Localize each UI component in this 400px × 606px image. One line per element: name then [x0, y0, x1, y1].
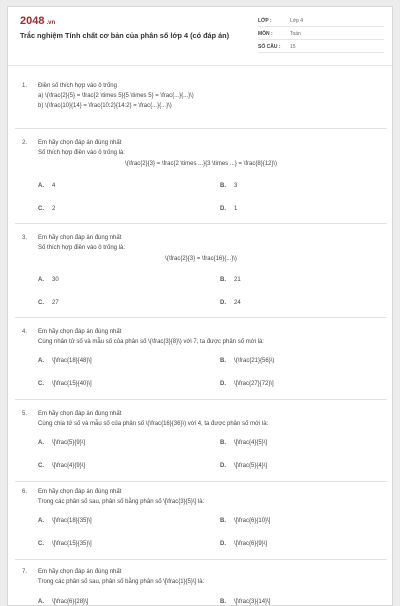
- option-label: A.: [38, 277, 44, 283]
- option-label: A.: [38, 518, 44, 524]
- question-prompt: Em hãy chọn đáp án đúng nhất: [38, 235, 122, 241]
- question-divider: [15, 223, 387, 224]
- option-label: B.: [220, 277, 226, 283]
- option-a[interactable]: [38, 517, 92, 525]
- option-label: C.: [38, 206, 44, 212]
- brand-suffix: .vn: [46, 20, 56, 26]
- option-c[interactable]: [38, 299, 59, 307]
- option-a[interactable]: [38, 598, 88, 606]
- question-formula: \(\frac{2}{3} = \frac{16}{...}\): [165, 256, 237, 262]
- option-text: 3: [234, 183, 238, 189]
- option-text: 4: [52, 183, 56, 189]
- option-text: \[\frac{6}{28}\]: [52, 599, 89, 605]
- option-a[interactable]: [38, 357, 92, 365]
- option-text: 24: [234, 300, 241, 306]
- option-text: \[\frac{3}{14}\]: [234, 599, 271, 605]
- option-label: B.: [220, 518, 226, 524]
- question-sub: Cùng nhân tử số và mẫu số của phân số \(\frac{3}{8}\) với 7, ta được phân số mới là:: [38, 339, 264, 345]
- question-divider: [15, 317, 387, 318]
- option-text: 2: [52, 206, 56, 212]
- option-label: B.: [220, 599, 226, 605]
- option-label: D.: [220, 463, 226, 469]
- question-divider: [15, 481, 387, 482]
- meta-key: LỚP :: [258, 18, 272, 24]
- question-prompt: Em hãy chọn đáp án đúng nhất: [38, 140, 122, 146]
- option-label: A.: [38, 358, 44, 364]
- question-number: 7.: [22, 569, 28, 575]
- option-a[interactable]: [38, 182, 55, 190]
- option-text: 21: [234, 277, 241, 283]
- page-title: Trắc nghiệm Tính chất cơ bản của phân số lớp 4 (có đáp án): [20, 31, 230, 40]
- option-label: C.: [38, 381, 44, 387]
- question-number: 2.: [22, 140, 28, 146]
- option-label: B.: [220, 440, 226, 446]
- option-label: B.: [220, 358, 226, 364]
- question-number: 5.: [22, 411, 28, 417]
- option-d[interactable]: [220, 540, 267, 548]
- meta-key: MÔN :: [258, 31, 273, 37]
- worksheet: [7, 6, 393, 606]
- meta-row-subject: [258, 29, 384, 40]
- question-formula: \(\frac{2}{3} = \frac{2 \times ...}{3 \times ...} = \frac{8}{12}\): [124, 161, 278, 167]
- question-line: b) \(\frac{10}{14} = \frac{10:2}{14:2} = \frac{...}{...}\): [38, 103, 172, 109]
- option-text: \[\frac{5}{4}\]: [234, 463, 268, 469]
- question-prompt: Em hãy chọn đáp án đúng nhất: [38, 411, 122, 417]
- option-d[interactable]: [220, 299, 241, 307]
- option-c[interactable]: [38, 540, 92, 548]
- option-label: D.: [220, 206, 226, 212]
- option-text: 27: [52, 300, 59, 306]
- question-prompt: Em hãy chọn đáp án đúng nhất: [38, 489, 122, 495]
- header: [8, 7, 392, 63]
- option-text: \[\frac{4}{9}\]: [52, 463, 86, 469]
- option-text: \[\frac{18}{48}\]: [52, 358, 92, 364]
- meta-key: SỐ CÂU :: [258, 44, 281, 50]
- meta-value: Lớp 4: [290, 18, 304, 24]
- question-number: 6.: [22, 489, 28, 495]
- option-label: B.: [220, 183, 226, 189]
- question-prompt: Em hãy chọn đáp án đúng nhất: [38, 569, 122, 575]
- option-b[interactable]: [220, 357, 274, 365]
- option-b[interactable]: [220, 439, 267, 447]
- option-c[interactable]: [38, 462, 85, 470]
- question-sub: Trong các phân số sau, phân số bằng phân số \[\frac{3}{5}\] là:: [38, 499, 205, 505]
- option-c[interactable]: [38, 380, 92, 388]
- option-label: A.: [38, 183, 44, 189]
- question-line: a) \(\frac{2}{5} = \frac{2 \times 5}{5 \times 5} = \frac{...}{...}\): [38, 93, 194, 99]
- option-label: D.: [220, 300, 226, 306]
- option-text: \[\frac{6}{9}\]: [234, 541, 268, 547]
- option-d[interactable]: [220, 462, 267, 470]
- question-number: 1.: [22, 83, 28, 89]
- option-label: A.: [38, 599, 44, 605]
- meta-value: 15: [290, 44, 296, 50]
- question-prompt: Điền số thích hợp vào ô trống: [38, 83, 117, 89]
- meta-value: Toán: [290, 31, 301, 37]
- option-text: \[\frac{15}{40}\]: [52, 381, 92, 387]
- option-d[interactable]: [220, 380, 274, 388]
- meta-row-count: [258, 42, 384, 53]
- option-d[interactable]: [220, 205, 237, 213]
- option-text: \[\frac{27}{72}\]: [234, 381, 274, 387]
- meta-table: [258, 16, 384, 55]
- option-label: D.: [220, 381, 226, 387]
- option-b[interactable]: [220, 276, 241, 284]
- option-label: C.: [38, 541, 44, 547]
- option-text: \[\frac{6}{10}\]: [234, 518, 271, 524]
- option-b[interactable]: [220, 517, 270, 525]
- question-sub: Trong các phân số sau, phân số bằng phân số \[\frac{1}{5}\] là:: [38, 579, 205, 585]
- option-text: 1: [234, 206, 238, 212]
- question-sub: Số thích hợp điền vào ô trống là:: [38, 150, 125, 156]
- question-divider: [15, 559, 387, 560]
- option-c[interactable]: [38, 205, 55, 213]
- question-number: 3.: [22, 235, 28, 241]
- option-text: \[\frac{15}{35}\]: [52, 541, 92, 547]
- question-divider: [15, 399, 387, 400]
- question-sub: Số thích hợp điền vào ô trống là:: [38, 245, 125, 251]
- header-divider: [8, 65, 393, 66]
- question-number: 4.: [22, 329, 28, 335]
- brand-name: 2048: [20, 15, 45, 27]
- option-a[interactable]: [38, 439, 85, 447]
- option-label: D.: [220, 541, 226, 547]
- option-b[interactable]: [220, 182, 237, 190]
- option-text: \[\frac{4}{5}\]: [234, 440, 268, 446]
- question-sub: Cùng chia tử số và mẫu số của phân số \(\frac{16}{36}\) với 4, ta được phân số mới là:: [38, 421, 269, 427]
- site-logo[interactable]: [20, 15, 55, 27]
- question-divider: [15, 128, 387, 129]
- option-label: C.: [38, 463, 44, 469]
- option-label: A.: [38, 440, 44, 446]
- option-text: \(\frac{21}{56}\): [234, 358, 275, 364]
- option-text: 30: [52, 277, 59, 283]
- option-text: \[\frac{18}{35}\]: [52, 518, 92, 524]
- option-a[interactable]: [38, 276, 59, 284]
- option-b[interactable]: [220, 598, 270, 606]
- option-label: C.: [38, 300, 44, 306]
- option-text: \[\frac{5}{9}\]: [52, 440, 86, 446]
- meta-row-class: [258, 16, 384, 27]
- question-prompt: Em hãy chọn đáp án đúng nhất: [38, 329, 122, 335]
